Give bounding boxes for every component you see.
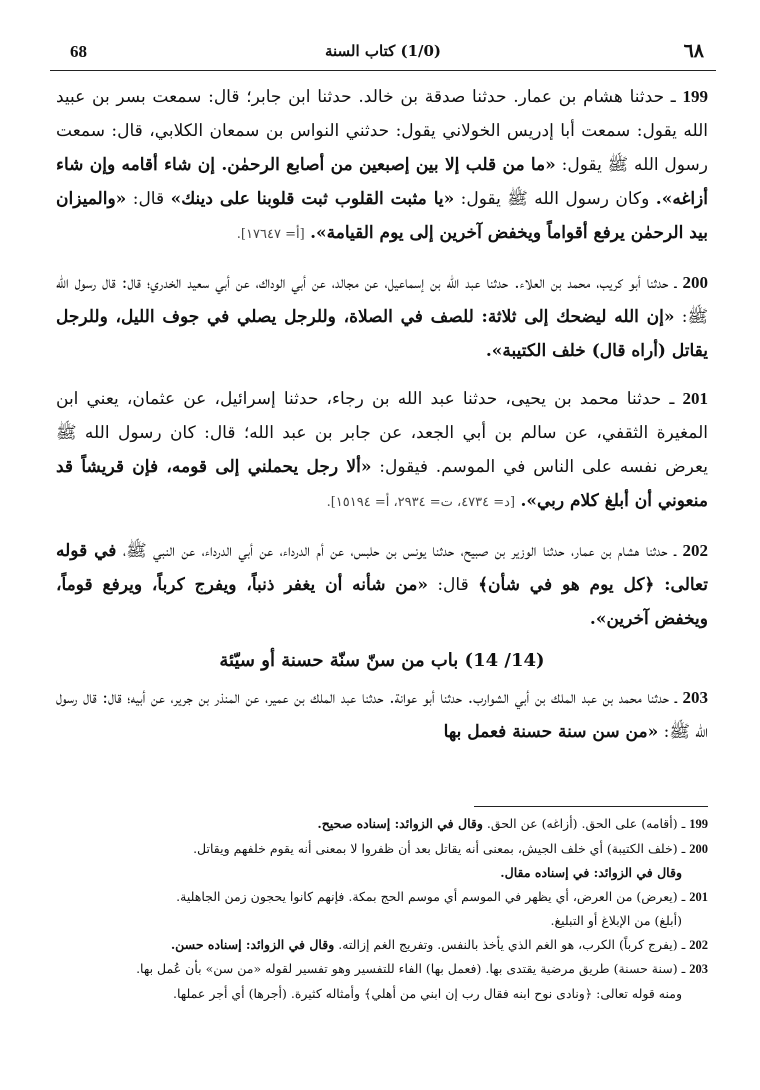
hadith-quote: «والميزان بيد الرحمٰن يرفع أقواماً ويخفض آخرين إلى يوم القيامة». [56, 189, 708, 243]
cross-reference: [د= ٤٧٣٤، ت= ٢٩٣٤، أ= ١٥١٩٤]. [326, 495, 516, 510]
hadith-text: ـ حدثنا هشام بن عمار، حدثنا الوزير بن صبيح، حدثنا يونس بن حلبس، عن أم الدرداء، عن أبي الدرداء، عن النبي ﷺ، [116, 541, 683, 561]
hadith-number: 201 [682, 389, 708, 408]
footnote-text: ـ (يعرض) من العرض، أي يظهر في الموسم أي موسم الحج بمكة. فإنهم كانوا يحجون زمن الجاهلية. [176, 888, 690, 904]
hadith-number: 200 [682, 273, 708, 292]
footnote-201-cont [56, 909, 708, 933]
hadith-202 [56, 534, 708, 636]
hadith-number: 199 [682, 87, 708, 106]
quran-verse: في قوله تعالى: ﴿كل يوم هو في شأن﴾ [56, 541, 708, 595]
footnote-note: وقال في الزوائد: إسناده حسن. [170, 936, 335, 952]
footnote-number: 203 [689, 962, 708, 976]
footnote-rule [474, 806, 708, 807]
hadith-number: 203 [682, 688, 708, 707]
footnote-text: ـ (أقامه) على الحق. (أزاغه) عن الحق. [482, 816, 690, 831]
footnote-note: وقال في الزوائد: في إسناده مقال. [500, 865, 682, 880]
footnote-text: ومنه قوله تعالى: ﴿ونادى نوح ابنه فقال رب إن ابني من أهلي﴾ وأمثاله كثيرة. (أجرها) أي أجر عملها. [172, 985, 682, 1001]
hadith-quote: «ألا رجل يحملني إلى قومه، فإن قريشاً قد منعوني أن أبلغ كلام ربي». [56, 457, 708, 511]
hadith-text: قال: [427, 575, 479, 595]
footnote-text: ـ (خلف الكتيبة) أي خلف الجيش، بمعنى أنه يقاتل بعد أن ظفروا لا بمعنى أنه يقوم خلفهم ويقاتل. [193, 840, 690, 856]
footnote-203 [56, 957, 708, 982]
page-header [50, 38, 716, 68]
hadith-text: قال: [126, 189, 171, 209]
hadith-quote: «يا مثبت القلوب ثبت قلوبنا على دينك» [170, 189, 455, 209]
footnote-199 [56, 812, 708, 837]
footnote-201 [56, 885, 708, 910]
hadith-text: ـ حدثنا أبو كريب، محمد بن العلاء. حدثنا عبد الله بن إسماعيل، عن مجالد، عن أبي الوداك، عن أبي سعيد الخدري؛ قال: قال رسول الله ﷺ: [56, 273, 708, 327]
footnote-number: 202 [689, 937, 708, 952]
footnote-text: ـ (سنة حسنة) طريق مرضية يقتدى بها. (فعمل بها) الفاء للتفسير وهو تفسير لقوله «من سن» بأن عُمل بها. [136, 961, 690, 976]
footnotes [56, 812, 708, 1005]
footnote-text: ـ (يفرج كرباً) الكرب، هو الغم الذي يأخذ بالنفس. وتفريج الغم إزالته. [334, 936, 690, 952]
hadith-quote: «من سن سنة حسنة فعمل بها [443, 722, 659, 742]
hadith-text: وكان رسول الله ﷺ يقول: [454, 189, 656, 209]
page-number-arabic: ٦٨ [683, 40, 704, 62]
footnote-number: 201 [689, 889, 708, 904]
footnote-202 [56, 933, 708, 958]
hadith-number: 202 [682, 541, 709, 560]
hadith-text: ـ حدثنا محمد بن عبد الملك بن أبي الشوارب. حدثنا أبو عوانة. حدثنا عبد الملك بن عمير، عن المنذر بن جرير، عن أبيه؛ قال: قال رسول الله ﷺ: [56, 688, 708, 742]
chapter-title: (14/ 14) باب من سنّ سنّة حسنة أو سيّئة [219, 650, 545, 671]
hadith-text: ـ حدثنا محمد بن يحيى، حدثنا عبد الله بن رجاء، حدثنا إسرائيل، عن عثمان، يعني ابن المغيرة الثقفي، عن سالم بن أبي الجعد، عن جابر بن عبد الله؛ قال: كان رسول الله ﷺ يعرض نفسه على الناس في الموسم. فيقول: [56, 389, 708, 477]
hadith-201 [56, 382, 708, 520]
hadith-quote: «إن الله ليضحك إلى ثلاثة: للصف في الصلاة، وللرجل يصلي في جوف الليل، وللرجل يقاتل (أراه قال) خلف الكتيبة». [56, 307, 708, 361]
footnote-200-note [56, 861, 708, 885]
main-text [56, 80, 708, 763]
hadith-text: ـ حدثنا هشام بن عمار. حدثنا صدقة بن خالد. حدثنا ابن جابر؛ قال: سمعت بسر بن عبيد الله يقول: سمعت أبا إدريس الخولاني يقول: حدثني النواس بن سمعان الكلابي، قال: سمعت رسول الله ﷺ يقول: [56, 87, 709, 175]
hadith-200 [56, 266, 708, 368]
footnote-number: 199 [689, 817, 708, 831]
hadith-203 [56, 681, 708, 749]
hadith-quote: «من شأنه أن يغفر ذنباً، ويفرج كرباً، ويرفع قوماً، ويخفض آخرين». [56, 575, 708, 629]
footnote-text: (أبلغ) من الإبلاغ أو التبليغ. [550, 913, 682, 928]
hadith-quote: «ما من قلب إلا بين إصبعين من أصابع الرحمٰن. إن شاء أقامه وإن شاء أزاغه». [56, 155, 708, 209]
page-number-latin: 68 [70, 42, 87, 61]
hadith-199 [56, 80, 708, 252]
footnote-200 [56, 837, 708, 862]
footnote-203-cont [56, 982, 708, 1006]
footnote-note: وقال في الزوائد: إسناده صحيح. [317, 816, 483, 831]
running-title: (1/0) كتاب السنة [324, 42, 442, 60]
footnote-number: 200 [689, 841, 708, 856]
cross-reference: [أ= ١٧٦٤٧]. [236, 227, 305, 242]
header-rule [50, 70, 716, 71]
